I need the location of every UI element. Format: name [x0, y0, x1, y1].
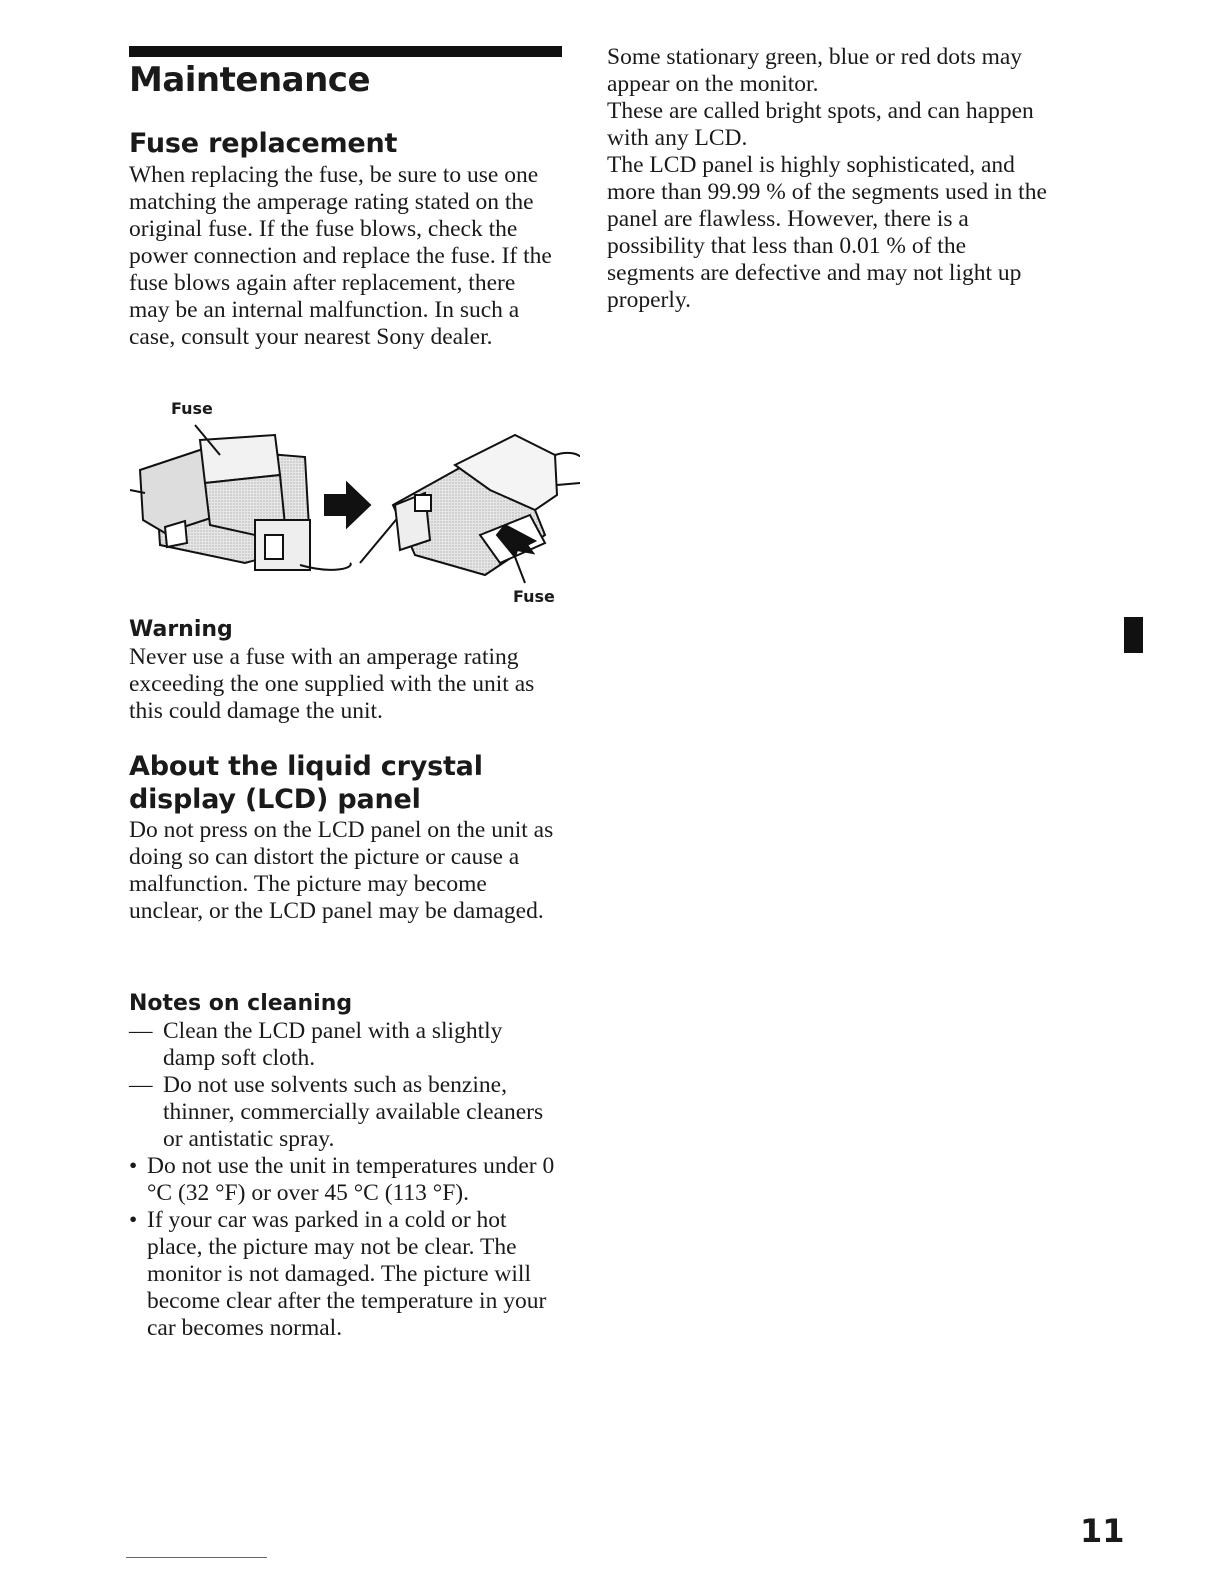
- lcd-section: [129, 750, 569, 925]
- page-number: 11: [1080, 1512, 1125, 1550]
- cleaning-list: [129, 1018, 559, 1342]
- fuse-replacement-illustration: [125, 395, 580, 615]
- lcd-body: Do not press on the LCD panel on the unit as doing so can distort the picture or cause a malfunction. The picture may become unclear, or the LCD panel may be damaged.: [129, 817, 554, 924]
- fuse-section: [129, 127, 569, 351]
- dash-mark: —: [129, 1018, 153, 1044]
- lcd-dots-note: Some stationary green, blue or red dots may appear on the monitor. These are called bright spots, and can happen with any LCD. The LCD panel is highly sophisticated, and more than 99.99 % of the segments used in the panel are flawless. However, there is a possibility that less than 0.01 % of the segments are defective and may not light up properly.: [607, 44, 1047, 313]
- cleaning-section: [129, 990, 569, 1342]
- cleaning-item: [129, 1018, 559, 1072]
- page-title: Maintenance: [129, 60, 371, 100]
- fuse-heading: Fuse replacement: [129, 128, 398, 159]
- dash-mark: —: [129, 1072, 153, 1098]
- cleaning-item: [129, 1207, 559, 1342]
- warning-body: Never use a fuse with an amperage rating exceeding the one supplied with the unit as this could damage the unit.: [129, 644, 535, 724]
- fuse-illustration-drawing: [125, 395, 580, 615]
- bullet-mark: •: [129, 1153, 138, 1179]
- lcd-heading-line-2: display (LCD) panel: [129, 784, 421, 815]
- warning-heading: Warning: [129, 617, 233, 642]
- right-column: [607, 44, 1052, 314]
- fuse-body: When replacing the fuse, be sure to use one matching the amperage rating stated on the original fuse. If the fuse blows, check the power connection and replace the fuse. If the fuse blows again after replacement, there may be an internal malfunction. In such a case, consult your nearest Sony dealer.: [129, 162, 552, 350]
- cleaning-heading: Notes on cleaning: [129, 991, 353, 1016]
- cleaning-item-text: Clean the LCD panel with a slightly damp soft cloth.: [163, 1018, 503, 1071]
- footer-rule: [126, 1557, 267, 1558]
- warning-section: [129, 616, 569, 725]
- cleaning-item-text: Do not use solvents such as benzine, thinner, commercially available cleaners or antistatic spray.: [163, 1072, 544, 1152]
- lcd-heading-line-1: About the liquid crystal: [129, 751, 483, 782]
- fuse-label-bottom: Fuse: [513, 587, 555, 606]
- bullet-mark: •: [129, 1207, 138, 1233]
- section-rule: [129, 46, 562, 57]
- cleaning-item-text: If your car was parked in a cold or hot place, the picture may not be clear. The monitor is not damaged. The picture will become clear after the temperature in your car becomes normal.: [147, 1207, 547, 1341]
- section-thumb-tab: [1124, 617, 1143, 653]
- cleaning-item: [129, 1072, 559, 1153]
- cleaning-item-text: Do not use the unit in temperatures under 0 °C (32 °F) or over 45 °C (113 °F).: [147, 1153, 555, 1206]
- cleaning-item: [129, 1153, 559, 1207]
- fuse-label-top: Fuse: [171, 399, 213, 418]
